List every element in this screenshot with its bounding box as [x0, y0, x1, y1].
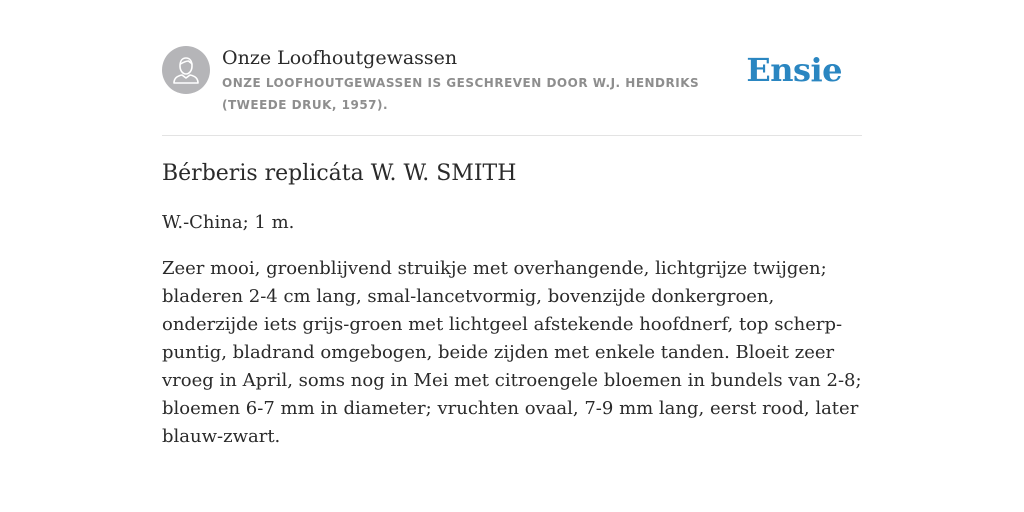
user-icon	[162, 46, 210, 94]
source-header	[162, 46, 862, 136]
entry-title: Bérberis replicáta W. W. SMITH	[162, 161, 517, 186]
avatar[interactable]	[162, 46, 210, 94]
entry-body: Zeer mooi, groenblijvend struikje met overhangende, lichtgrijze twijgen; bladeren 2-4 cm lang, smal-lancetvormig, bovenzijde donkergroen, onderzijde iets grijs-groen met lichtgeel afstekende hoofdnerf, top scherp-puntig, bladrand omgebogen, beide zijden met enkele tanden. Bloeit zeer vroeg in April, soms nog in Mei met citroengele bloemen in bundels van 2-8; bloemen 6-7 mm in diameter; vruchten ovaal, 7-9 mm lang, eerst rood, later blauw-zwart.	[162, 258, 862, 447]
source-title[interactable]: Onze Loofhoutgewassen	[222, 47, 458, 69]
entry-content	[162, 157, 864, 451]
brand-logo[interactable]: Ensie	[746, 51, 842, 89]
header-divider	[162, 135, 862, 136]
source-description: ONZE LOOFHOUTGEWASSEN IS GESCHREVEN DOOR W.J. HENDRIKS (TWEEDE DRUK, 1957).	[222, 76, 700, 112]
entry-origin: W.-China; 1 m.	[162, 212, 295, 233]
